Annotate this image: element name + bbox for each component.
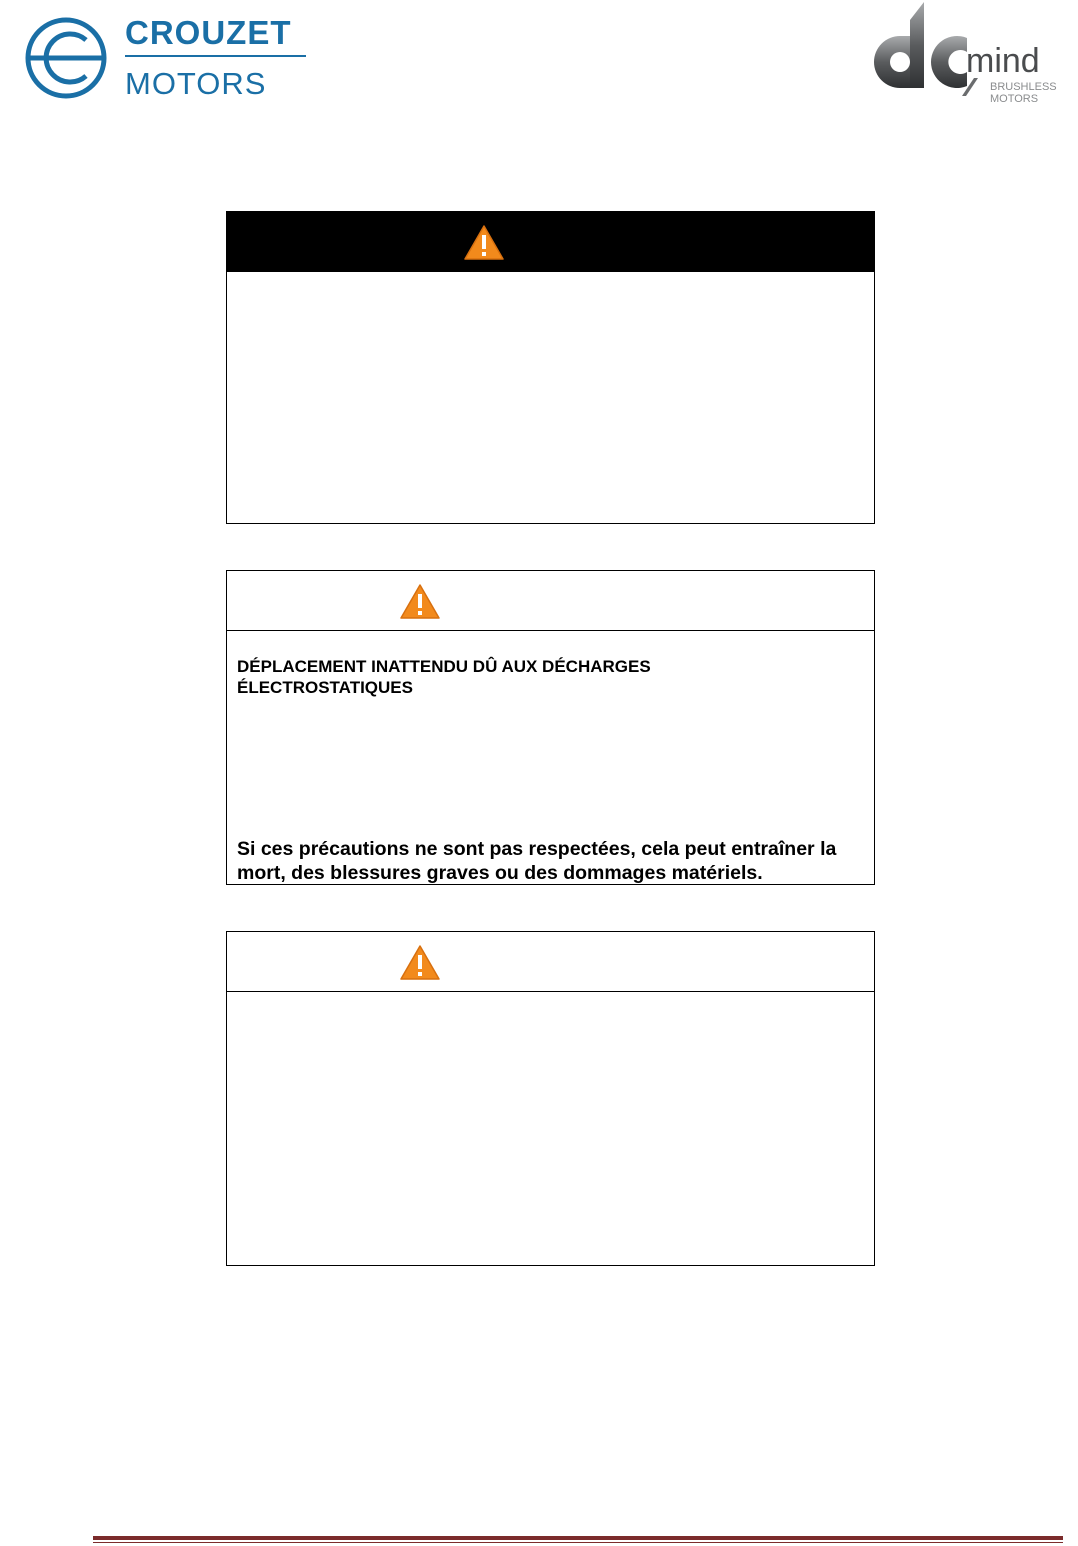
svg-text:MOTORS: MOTORS — [125, 66, 267, 101]
warning-triangle-icon — [463, 224, 505, 262]
svg-text:CROUZET: CROUZET — [125, 14, 292, 51]
svg-text:BRUSHLESS: BRUSHLESS — [990, 81, 1057, 93]
crouzet-motors-logo — [24, 12, 314, 104]
warning-consequence-text: Si ces précautions ne sont pas respectées, cela peut entraîner la mort, des blessures graves ou des dommages matériels. — [237, 838, 837, 884]
dcmind-logo — [862, 0, 1078, 110]
dcmind-logo-icon — [874, 2, 967, 88]
warning-heading: DÉPLACEMENT INATTENDU DÛ AUX DÉCHARGES ÉLECTROSTATIQUES — [237, 657, 651, 697]
svg-text:mind: mind — [966, 42, 1040, 80]
warning-box-esd — [226, 570, 875, 885]
warning-box-header — [227, 571, 874, 631]
warning-box — [226, 931, 875, 1266]
warning-triangle-icon — [399, 944, 441, 982]
danger-box — [226, 211, 875, 524]
danger-box-header — [227, 212, 874, 272]
crouzet-logo-icon — [28, 20, 104, 96]
warning-triangle-icon — [399, 583, 441, 621]
warning-box-header — [227, 932, 874, 992]
svg-text:MOTORS: MOTORS — [990, 93, 1039, 105]
footer-rule — [93, 1536, 1063, 1546]
